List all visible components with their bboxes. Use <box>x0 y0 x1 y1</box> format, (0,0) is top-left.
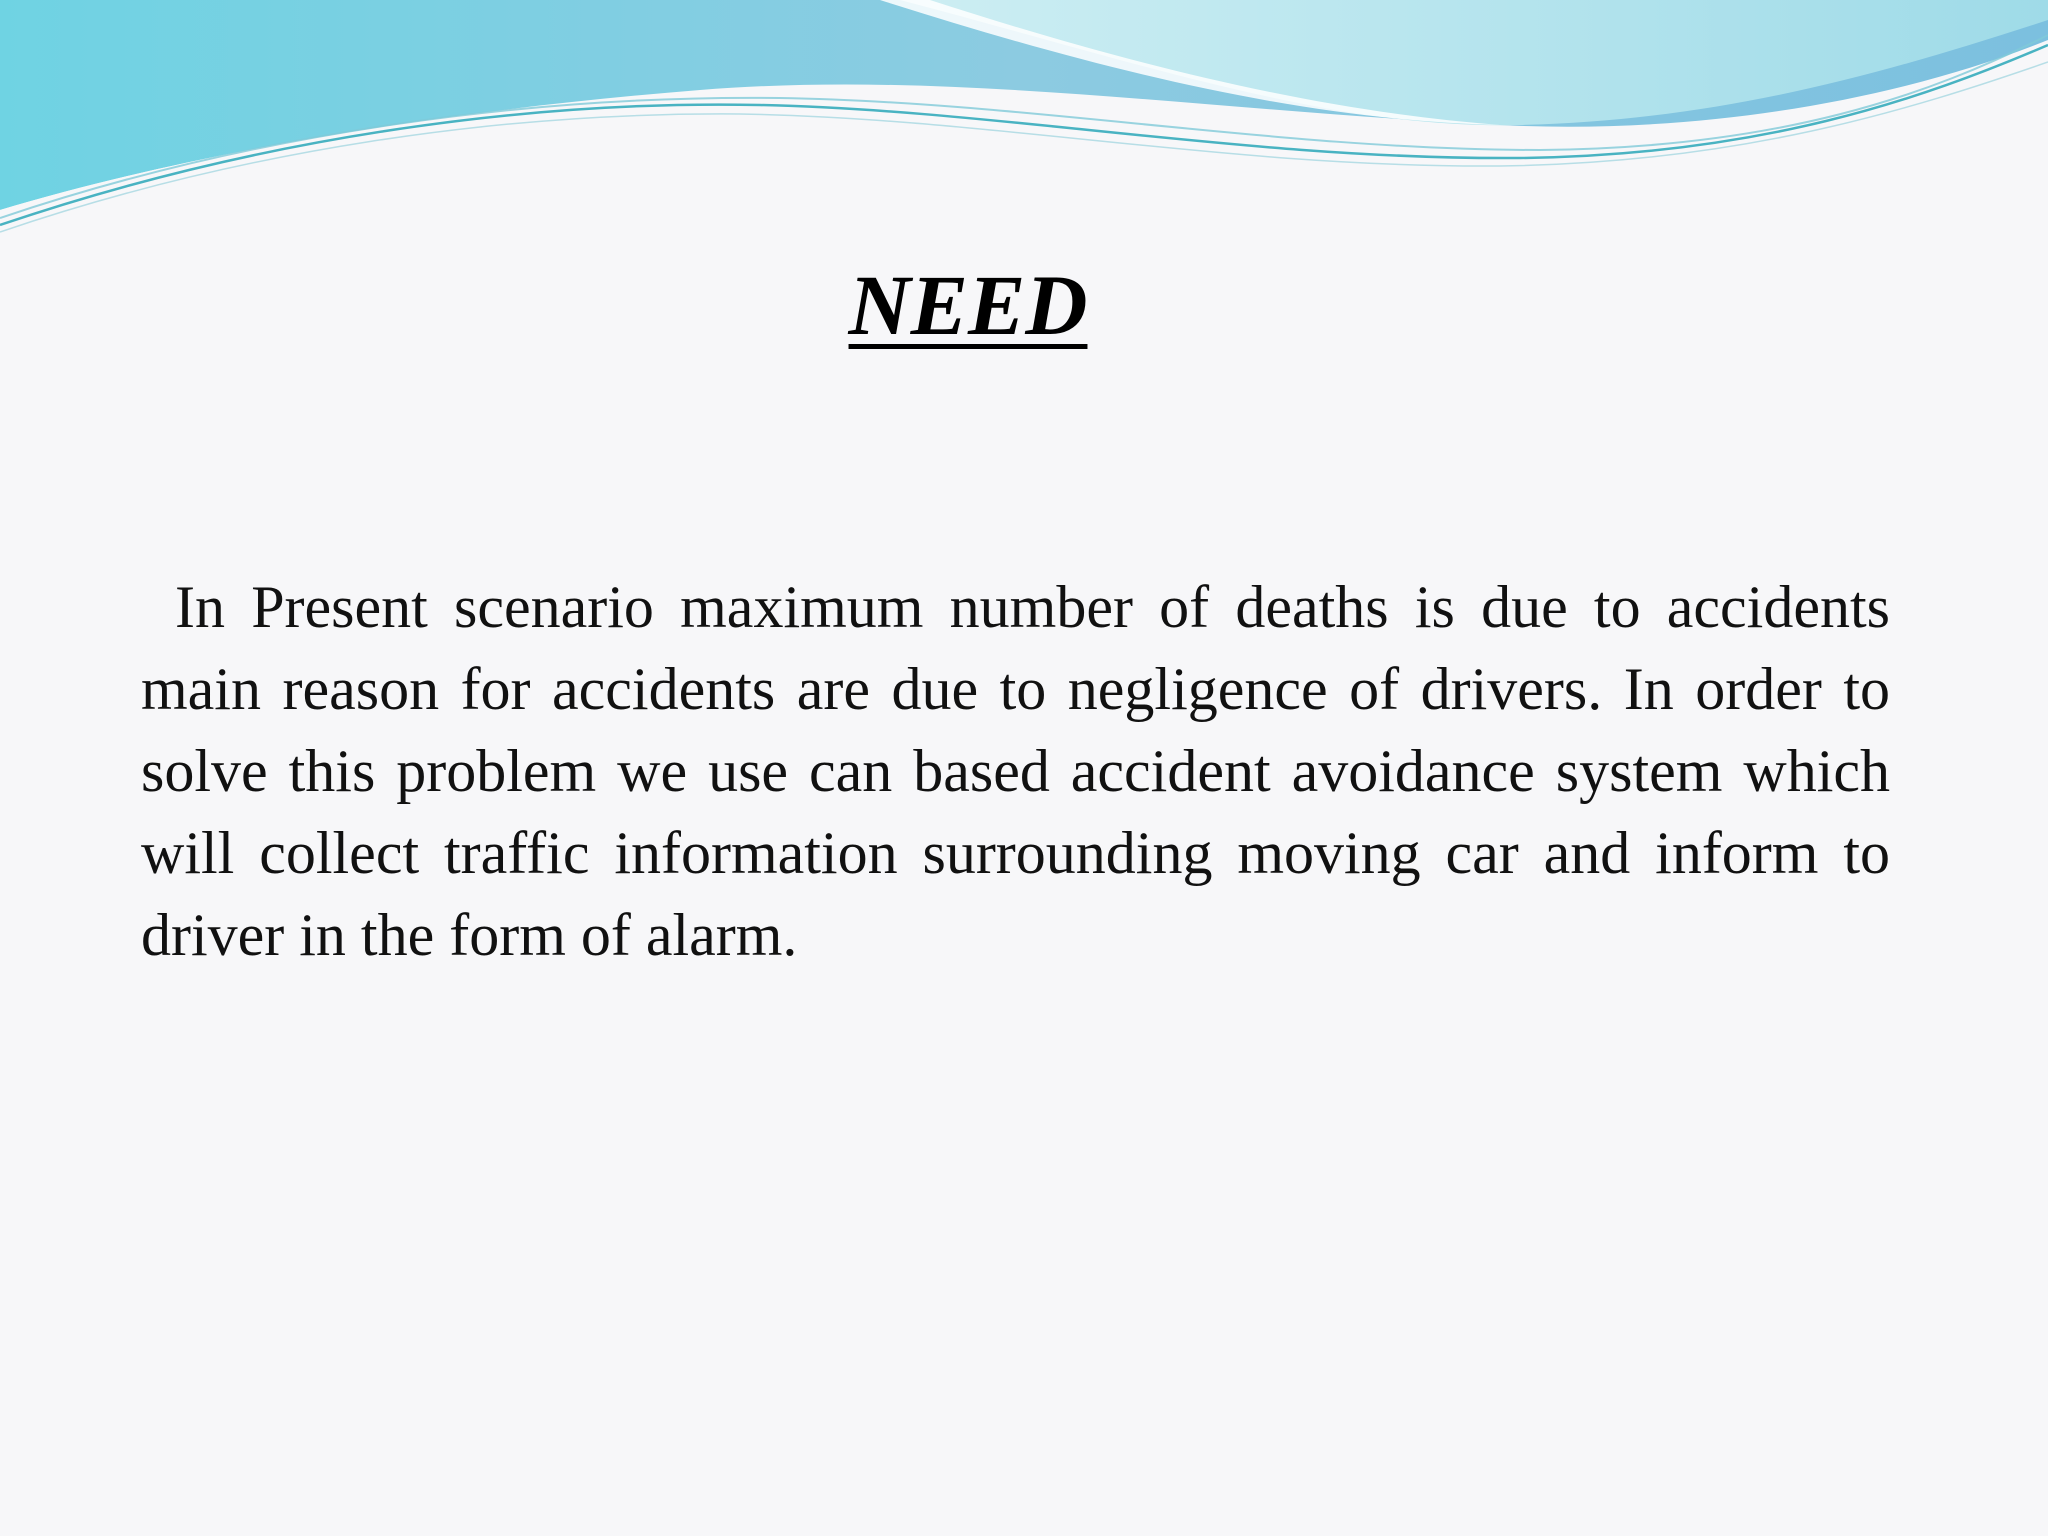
body-paragraph: In Present scenario maximum number of deaths is due to accidents main reason for accidents are due to negligence of drivers. In order to solve this problem we use can based accident avoidance system which will collect traffic information surrounding moving car and inform to driver in the form of alarm. <box>141 574 1890 968</box>
header-wave-decoration <box>0 0 2048 240</box>
slide-title: NEED <box>848 257 1088 353</box>
